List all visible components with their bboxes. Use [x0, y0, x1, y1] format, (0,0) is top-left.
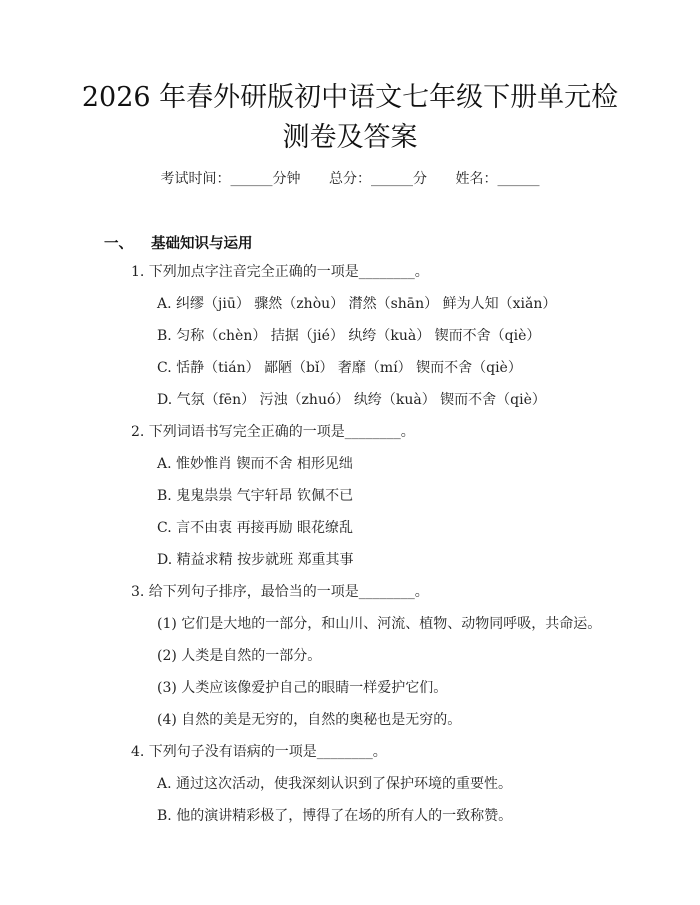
- exam-meta: [0, 168, 700, 188]
- question-1-option-a: A. 纠缪（jiū） 骤然（zhòu） 潸然（shān） 鲜为人知（xiǎn）: [157, 296, 557, 312]
- section-heading: [104, 232, 253, 253]
- exam-total-score: 总分：______分: [329, 171, 427, 187]
- question-1-option-c: C. 恬静（tián） 鄙陋（bǐ） 奢靡（mí） 锲而不舍（qiè）: [157, 360, 522, 376]
- exam-time: 考试时间：______分钟: [160, 171, 301, 187]
- question-3-stem: 3. 给下列句子排序，最恰当的一项是________。: [131, 584, 429, 600]
- question-2-stem: 2. 下列词语书写完全正确的一项是________。: [131, 424, 415, 440]
- question-2-option-d: D. 精益求精 按步就班 郑重其事: [157, 552, 354, 568]
- question-4-option-a: A. 通过这次活动，使我深刻认识到了保护环境的重要性。: [157, 776, 513, 792]
- question-4-stem: 4. 下列句子没有语病的一项是________。: [131, 744, 387, 760]
- question-3-sentence-2: (2) 人类是自然的一部分。: [157, 648, 322, 664]
- question-4-option-b: B. 他的演讲精彩极了，博得了在场的所有人的一致称赞。: [157, 808, 513, 824]
- exam-name: 姓名：______: [455, 171, 540, 187]
- question-3-sentence-1: (1) 它们是大地的一部分，和山川、河流、植物、动物同呼吸，共命运。: [157, 616, 602, 632]
- title-line-1: 2026 年春外研版初中语文七年级下册单元检: [81, 82, 619, 113]
- question-1-option-d: D. 气氛（fēn） 污浊（zhuó） 纨绔（kuà） 锲而不舍（qiè）: [157, 392, 546, 408]
- section-title: 基础知识与运用: [151, 235, 253, 252]
- question-2-option-b: B. 鬼鬼祟祟 气宇轩昂 钦佩不已: [157, 488, 354, 504]
- question-2-option-c: C. 言不由衷 再接再励 眼花缭乱: [157, 520, 354, 536]
- document-title: [60, 78, 640, 158]
- question-2-option-a: A. 惟妙惟肖 锲而不舍 相形见绌: [157, 456, 353, 472]
- question-1-stem: 1. 下列加点字注音完全正确的一项是________。: [131, 264, 429, 280]
- question-3-sentence-3: (3) 人类应该像爱护自己的眼睛一样爱护它们。: [157, 680, 448, 696]
- question-3-sentence-4: (4) 自然的美是无穷的，自然的奥秘也是无穷的。: [157, 712, 462, 728]
- section-number: 一、: [104, 235, 133, 252]
- question-1-option-b: B. 匀称（chèn） 拮据（jié） 纨绔（kuà） 锲而不舍（qiè）: [157, 328, 541, 344]
- title-line-2: 测卷及答案: [282, 122, 418, 153]
